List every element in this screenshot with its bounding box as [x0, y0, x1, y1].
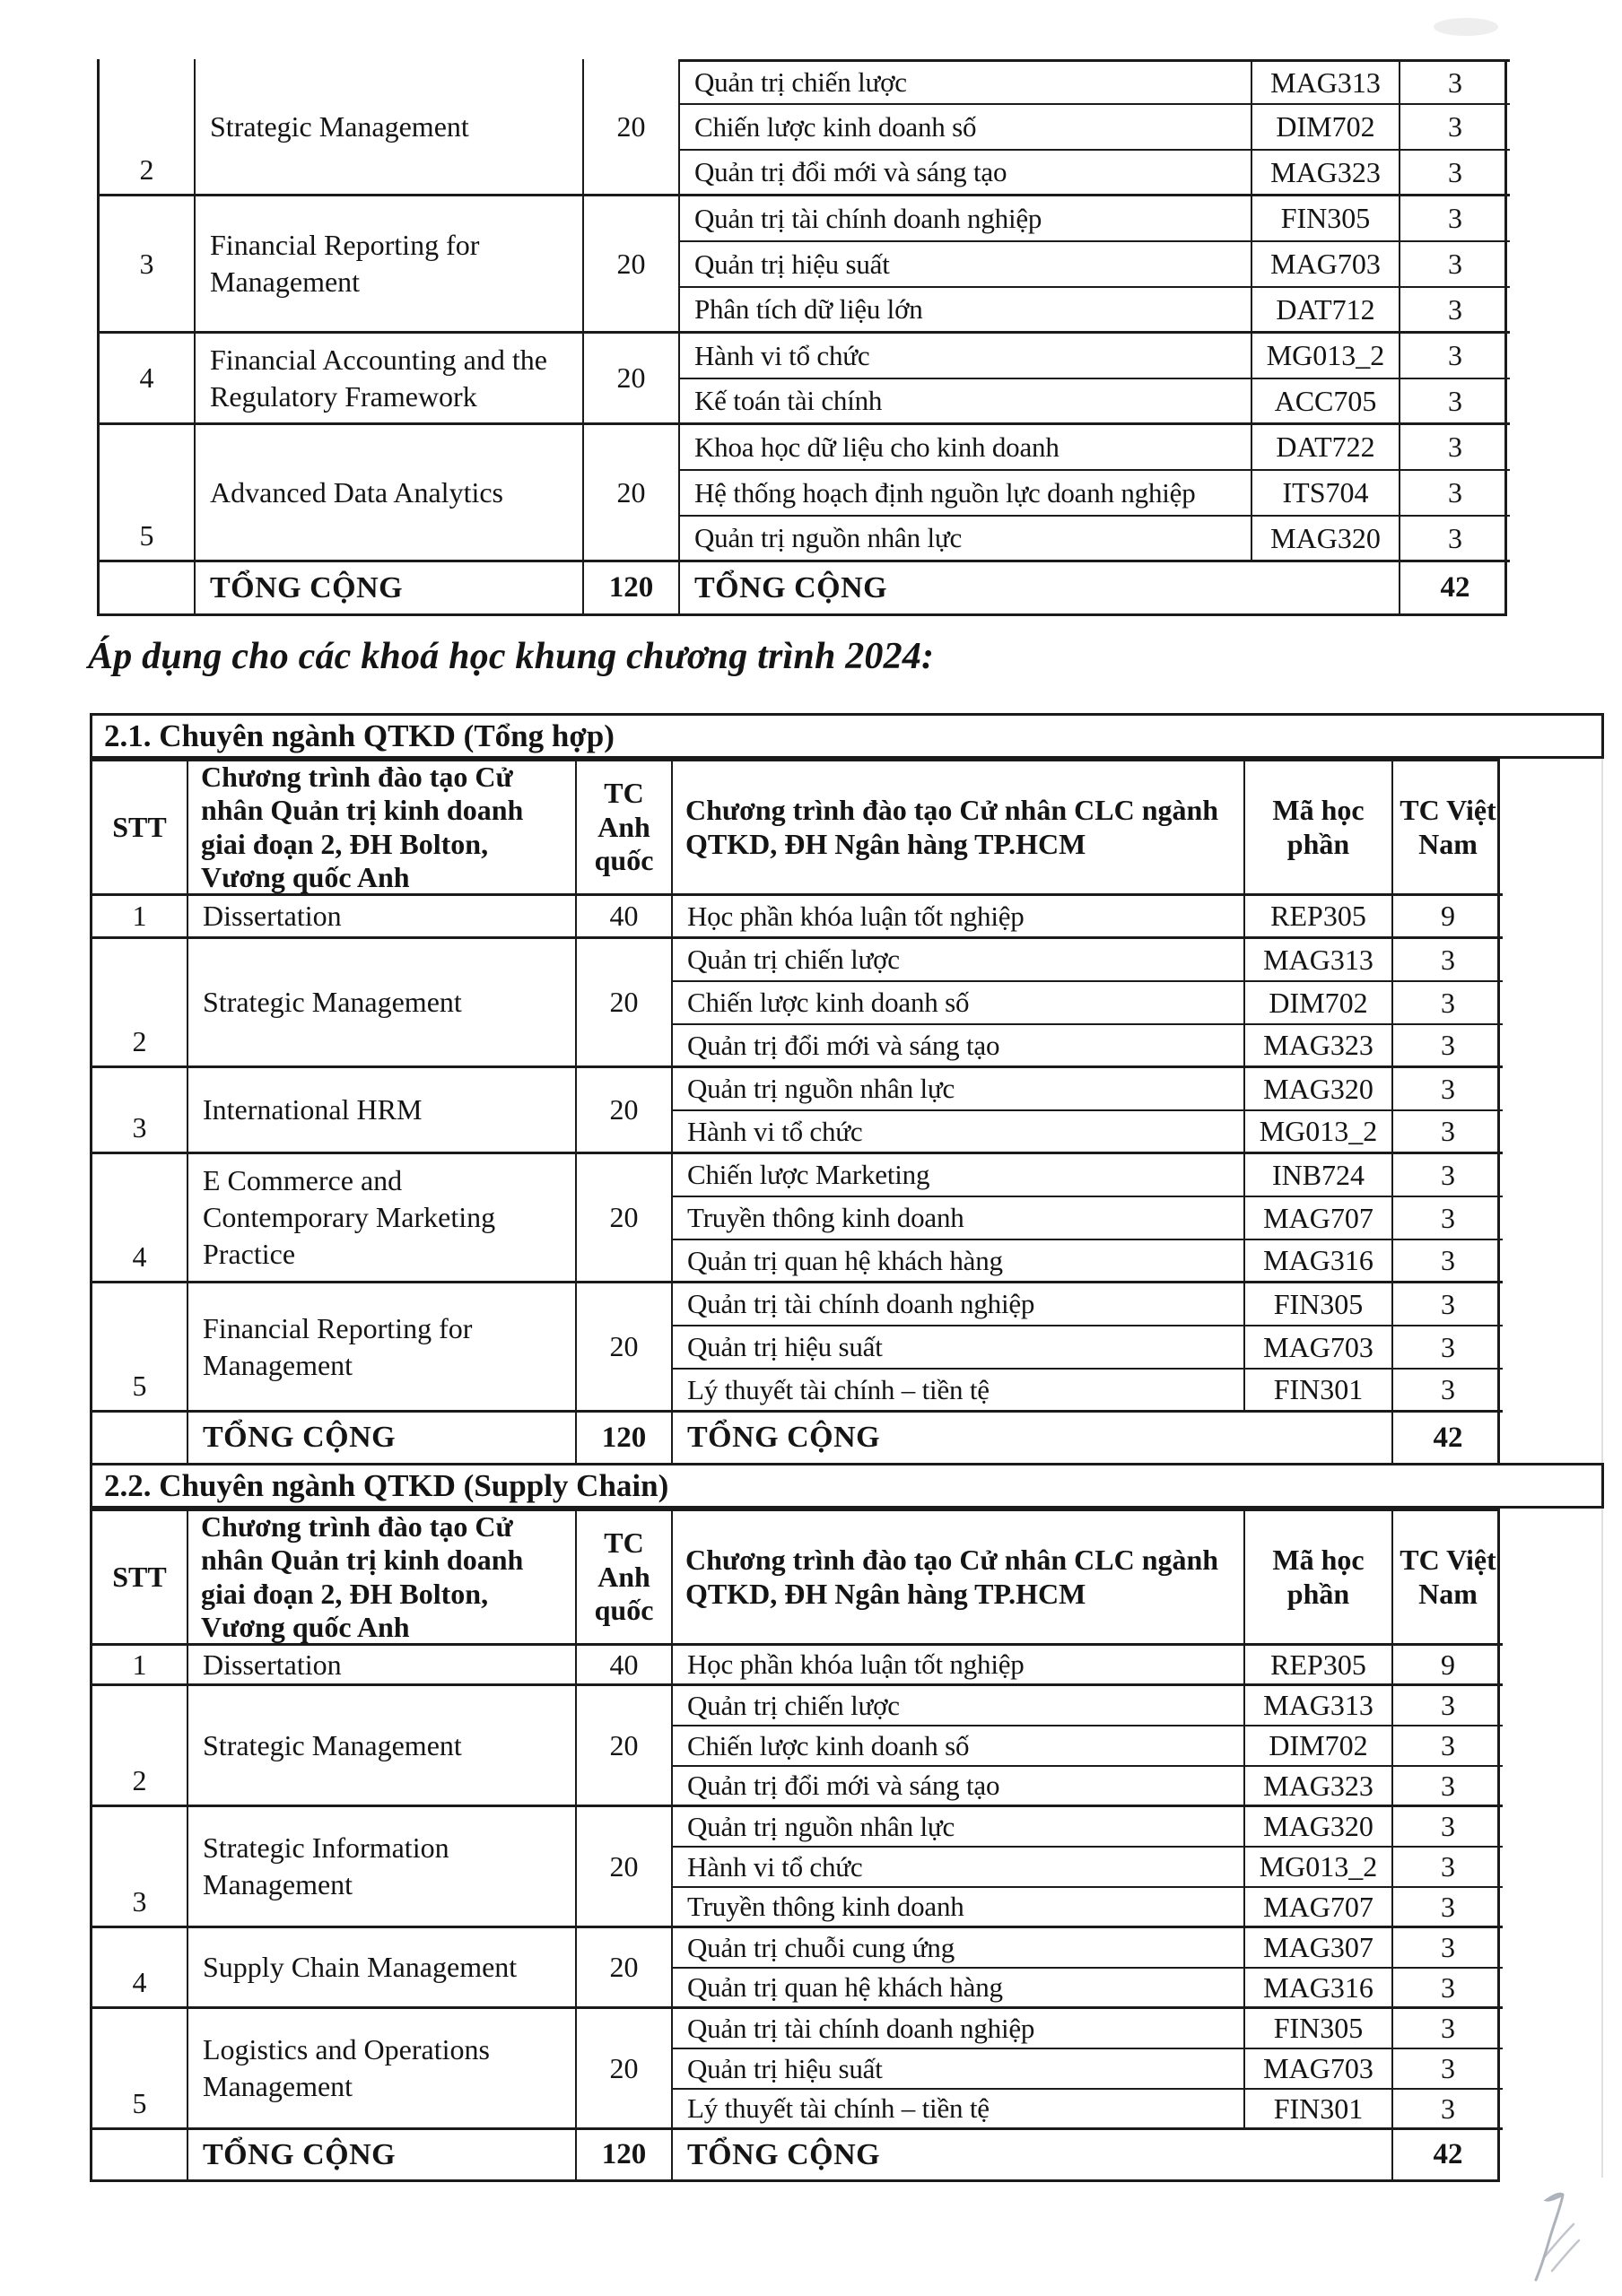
- vn-course-name: Hệ thống hoạch định nguồn lực doanh nghiệp: [680, 471, 1252, 517]
- stt-number: 1: [92, 1646, 188, 1686]
- tc-vn-credits: 3: [1393, 1888, 1503, 1928]
- total-uk-credits: 120: [584, 562, 680, 613]
- vn-course-name: Quản trị hiệu suất: [673, 1326, 1245, 1370]
- course-code: MAG323: [1245, 1025, 1393, 1068]
- header-en-program: Chương trình đào tạo Cử nhân Quản trị kinh doanh giai đoạn 2, ĐH Bolton, Vương quốc Anh: [188, 1511, 577, 1646]
- header-stt: STT: [92, 1511, 188, 1646]
- total-stt-empty: [92, 1413, 188, 1463]
- vn-course-name: Khoa học dữ liệu cho kinh doanh: [680, 425, 1252, 471]
- header-stt: STT: [92, 761, 188, 896]
- stt-number: 5: [92, 2009, 188, 2130]
- course-code: MAG313: [1245, 939, 1393, 982]
- header-vn-program: Chương trình đào tạo Cử nhân CLC ngành QTKD, ĐH Ngân hàng TP.HCM: [673, 1511, 1245, 1646]
- tc-uk-credits: 20: [577, 1283, 673, 1413]
- course-code: MAG703: [1245, 2049, 1393, 2090]
- course-code: MAG323: [1252, 151, 1400, 196]
- section-title-2-2: 2.2. Chuyên ngành QTKD (Supply Chain): [90, 1463, 1604, 1509]
- header-vn-program: Chương trình đào tạo Cử nhân CLC ngành QTKD, ĐH Ngân hàng TP.HCM: [673, 761, 1245, 896]
- course-code: MAG707: [1245, 1888, 1393, 1928]
- vn-course-name: Chiến lược kinh doanh số: [673, 1726, 1245, 1767]
- stt-number: 1: [92, 896, 188, 939]
- en-program-name: International HRM: [188, 1068, 577, 1154]
- tc-uk-credits: 20: [577, 1807, 673, 1928]
- tc-vn-credits: 3: [1393, 1370, 1503, 1413]
- tc-vn-credits: 3: [1400, 196, 1510, 242]
- en-program-name: E Commerce and Contemporary Marketing Practice: [188, 1154, 577, 1283]
- course-code: REP305: [1245, 1646, 1393, 1686]
- course-code: MAG323: [1245, 1767, 1393, 1807]
- tc-vn-credits: 3: [1400, 334, 1510, 379]
- en-program-name: Supply Chain Management: [188, 1928, 577, 2009]
- course-code: MAG320: [1252, 517, 1400, 562]
- vn-course-name: Hành vi tổ chức: [673, 1848, 1245, 1888]
- course-code: FIN305: [1252, 196, 1400, 242]
- course-code: MG013_2: [1252, 334, 1400, 379]
- vn-course-name: Quản trị hiệu suất: [680, 242, 1252, 288]
- vn-course-name: Kế toán tài chính: [680, 379, 1252, 425]
- course-code: MG013_2: [1245, 1111, 1393, 1154]
- course-code: MG013_2: [1245, 1848, 1393, 1888]
- en-program-name: Strategic Information Management: [188, 1807, 577, 1928]
- vn-course-name: Truyền thông kinh doanh: [673, 1197, 1245, 1240]
- tc-vn-credits: 3: [1393, 1848, 1503, 1888]
- vn-course-name: Truyền thông kinh doanh: [673, 1888, 1245, 1928]
- en-program-name: Dissertation: [188, 896, 577, 939]
- tc-vn-credits: 3: [1393, 1969, 1503, 2009]
- tc-vn-credits: 3: [1393, 2049, 1503, 2090]
- vn-course-name: Quản trị quan hệ khách hàng: [673, 1969, 1245, 2009]
- tc-vn-credits: 3: [1400, 59, 1510, 105]
- header-course-code: Mã học phần: [1245, 761, 1393, 896]
- en-program-name: Strategic Management: [196, 59, 584, 196]
- stt-number: 3: [92, 1807, 188, 1928]
- header-tc-uk: TC Anh quốc: [577, 1511, 673, 1646]
- tc-vn-credits: 3: [1393, 1197, 1503, 1240]
- total-uk-credits: 120: [577, 1413, 673, 1463]
- vn-course-name: Quản trị đổi mới và sáng tạo: [680, 151, 1252, 196]
- stt-number: 2: [92, 939, 188, 1068]
- total-stt-empty: [100, 562, 196, 613]
- tc-vn-credits: 3: [1393, 1326, 1503, 1370]
- tc-vn-credits: 3: [1393, 939, 1503, 982]
- vn-course-name: Quản trị đổi mới và sáng tạo: [673, 1025, 1245, 1068]
- course-code: INB724: [1245, 1154, 1393, 1197]
- tc-uk-credits: 20: [584, 425, 680, 562]
- vn-course-name: Hành vi tổ chức: [673, 1111, 1245, 1154]
- vn-course-name: Quản trị đổi mới và sáng tạo: [673, 1767, 1245, 1807]
- total-label-en: TỔNG CỘNG: [188, 1413, 577, 1463]
- vn-course-name: Chiến lược Marketing: [673, 1154, 1245, 1197]
- vn-course-name: Lý thuyết tài chính – tiền tệ: [673, 2090, 1245, 2130]
- course-code: DAT712: [1252, 288, 1400, 334]
- tc-vn-credits: 3: [1400, 517, 1510, 562]
- total-vn-credits: 42: [1440, 571, 1470, 604]
- tc-vn-credits: 3: [1400, 105, 1510, 151]
- total-vn-credits: 42: [1433, 1421, 1463, 1454]
- vn-course-name: Quản trị hiệu suất: [673, 2049, 1245, 2090]
- vn-course-name: Học phần khóa luận tốt nghiệp: [673, 896, 1245, 939]
- stt-number: 3: [100, 196, 196, 334]
- tc-vn-credits: 3: [1393, 982, 1503, 1025]
- tc-vn-credits: 3: [1400, 425, 1510, 471]
- course-code: MAG703: [1252, 242, 1400, 288]
- total-label-en: TỔNG CỘNG: [196, 562, 584, 613]
- header-course-code: Mã học phần: [1245, 1511, 1393, 1646]
- tc-vn-credits: 3: [1400, 242, 1510, 288]
- course-code: REP305: [1245, 896, 1393, 939]
- course-code: ACC705: [1252, 379, 1400, 425]
- total-vn-credits: 42: [1433, 2138, 1463, 2170]
- tc-uk-credits: 20: [584, 59, 680, 196]
- total-stt-empty: [92, 2130, 188, 2179]
- stt-number: 4: [92, 1928, 188, 2009]
- tc-vn-credits: 9: [1393, 1646, 1503, 1686]
- vn-course-name: Quản trị chiến lược: [673, 1686, 1245, 1726]
- en-program-name: Financial Accounting and the Regulatory Framework: [196, 334, 584, 425]
- tc-uk-credits: 20: [584, 334, 680, 425]
- tc-vn-credits: 3: [1393, 1154, 1503, 1197]
- vn-course-name: Chiến lược kinh doanh số: [680, 105, 1252, 151]
- header-tc-vn: TC Việt Nam: [1393, 761, 1503, 896]
- tc-vn-credits: 3: [1393, 1807, 1503, 1848]
- page-heading: Áp dụng cho các khoá học khung chương trình 2024:: [88, 636, 935, 677]
- total-label-en: TỔNG CỘNG: [188, 2130, 577, 2179]
- vn-course-name: Quản trị nguồn nhân lực: [673, 1068, 1245, 1111]
- course-code: DAT722: [1252, 425, 1400, 471]
- course-code: DIM702: [1245, 1726, 1393, 1767]
- stt-number: 4: [100, 334, 196, 425]
- total-uk-credits: 120: [577, 2130, 673, 2179]
- stt-number: 4: [92, 1154, 188, 1283]
- header-tc-uk: TC Anh quốc: [577, 761, 673, 896]
- tc-vn-credits: 3: [1393, 2090, 1503, 2130]
- tc-uk-credits: 20: [584, 196, 680, 334]
- tc-uk-credits: 20: [577, 2009, 673, 2130]
- tc-uk-credits: 20: [577, 1154, 673, 1283]
- tc-uk-credits: 20: [577, 1686, 673, 1807]
- stt-number: 5: [100, 425, 196, 562]
- vn-course-name: Quản trị tài chính doanh nghiệp: [673, 1283, 1245, 1326]
- course-code: MAG703: [1245, 1326, 1393, 1370]
- course-code: FIN301: [1245, 2090, 1393, 2130]
- stt-number: 2: [92, 1686, 188, 1807]
- vn-course-name: Quản trị nguồn nhân lực: [673, 1807, 1245, 1848]
- tc-uk-credits: 40: [577, 1646, 673, 1686]
- course-code: MAG707: [1245, 1197, 1393, 1240]
- tc-uk-credits: 40: [577, 896, 673, 939]
- vn-course-name: Hành vi tổ chức: [680, 334, 1252, 379]
- qtkd-tong-hop-table: [90, 759, 1500, 1465]
- tc-vn-credits: 3: [1400, 151, 1510, 196]
- header-en-program: Chương trình đào tạo Cử nhân Quản trị kinh doanh giai đoạn 2, ĐH Bolton, Vương quốc Anh: [188, 761, 577, 896]
- vn-course-name: Phân tích dữ liệu lớn: [680, 288, 1252, 334]
- course-code: MAG320: [1245, 1807, 1393, 1848]
- en-program-name: Logistics and Operations Management: [188, 2009, 577, 2130]
- vn-course-name: Quản trị chiến lược: [680, 59, 1252, 105]
- en-program-name: Dissertation: [188, 1646, 577, 1686]
- course-code: MAG307: [1245, 1928, 1393, 1969]
- course-code: FIN305: [1245, 2009, 1393, 2049]
- tc-uk-credits: 20: [577, 1928, 673, 2009]
- vn-course-name: Quản trị chiến lược: [673, 939, 1245, 982]
- section-title-2-1: 2.1. Chuyên ngành QTKD (Tổng hợp): [90, 713, 1604, 759]
- en-program-name: Financial Reporting for Management: [188, 1283, 577, 1413]
- vn-course-name: Quản trị tài chính doanh nghiệp: [680, 196, 1252, 242]
- course-code: MAG313: [1252, 59, 1400, 105]
- course-code: MAG313: [1245, 1686, 1393, 1726]
- tc-vn-credits: 3: [1393, 1025, 1503, 1068]
- course-code: MAG316: [1245, 1969, 1393, 2009]
- tc-vn-credits: 3: [1393, 1767, 1503, 1807]
- scan-margin-line: [1601, 716, 1603, 2178]
- total-label-vn: TỔNG CỘNG: [673, 2130, 1393, 2179]
- tc-vn-credits: 3: [1393, 2009, 1503, 2049]
- tc-vn-credits: 3: [1400, 288, 1510, 334]
- course-code: ITS704: [1252, 471, 1400, 517]
- stt-number: 2: [100, 59, 196, 196]
- tc-vn-credits: 3: [1400, 379, 1510, 425]
- vn-course-name: Quản trị nguồn nhân lực: [680, 517, 1252, 562]
- en-program-name: Strategic Management: [188, 939, 577, 1068]
- qtkd-supply-chain-table: [90, 1509, 1500, 2182]
- scan-artifact: [1434, 18, 1498, 36]
- tc-vn-credits: 3: [1393, 1726, 1503, 1767]
- credit-transfer-table-continuation: [97, 59, 1507, 616]
- tc-vn-credits: 3: [1393, 1111, 1503, 1154]
- total-label-vn: TỔNG CỘNG: [680, 562, 1400, 613]
- stt-number: 5: [92, 1283, 188, 1413]
- vn-course-name: Chiến lược kinh doanh số: [673, 982, 1245, 1025]
- header-tc-vn: TC Việt Nam: [1393, 1511, 1503, 1646]
- signature-mark: [1505, 2188, 1604, 2292]
- en-program-name: Strategic Management: [188, 1686, 577, 1807]
- course-code: DIM702: [1252, 105, 1400, 151]
- tc-vn-credits: 3: [1393, 1068, 1503, 1111]
- course-code: MAG316: [1245, 1240, 1393, 1283]
- total-label-vn: TỔNG CỘNG: [673, 1413, 1393, 1463]
- course-code: DIM702: [1245, 982, 1393, 1025]
- tc-vn-credits: 3: [1393, 1240, 1503, 1283]
- tc-uk-credits: 20: [577, 939, 673, 1068]
- vn-course-name: Học phần khóa luận tốt nghiệp: [673, 1646, 1245, 1686]
- course-code: FIN301: [1245, 1370, 1393, 1413]
- tc-vn-credits: 3: [1393, 1928, 1503, 1969]
- tc-vn-credits: 9: [1393, 896, 1503, 939]
- vn-course-name: Quản trị quan hệ khách hàng: [673, 1240, 1245, 1283]
- tc-uk-credits: 20: [577, 1068, 673, 1154]
- stt-number: 3: [92, 1068, 188, 1154]
- en-program-name: Advanced Data Analytics: [196, 425, 584, 562]
- vn-course-name: Lý thuyết tài chính – tiền tệ: [673, 1370, 1245, 1413]
- course-code: MAG320: [1245, 1068, 1393, 1111]
- vn-course-name: Quản trị chuỗi cung ứng: [673, 1928, 1245, 1969]
- tc-vn-credits: 3: [1393, 1283, 1503, 1326]
- en-program-name: Financial Reporting for Management: [196, 196, 584, 334]
- tc-vn-credits: 3: [1393, 1686, 1503, 1726]
- tc-vn-credits: 3: [1400, 471, 1510, 517]
- vn-course-name: Quản trị tài chính doanh nghiệp: [673, 2009, 1245, 2049]
- course-code: FIN305: [1245, 1283, 1393, 1326]
